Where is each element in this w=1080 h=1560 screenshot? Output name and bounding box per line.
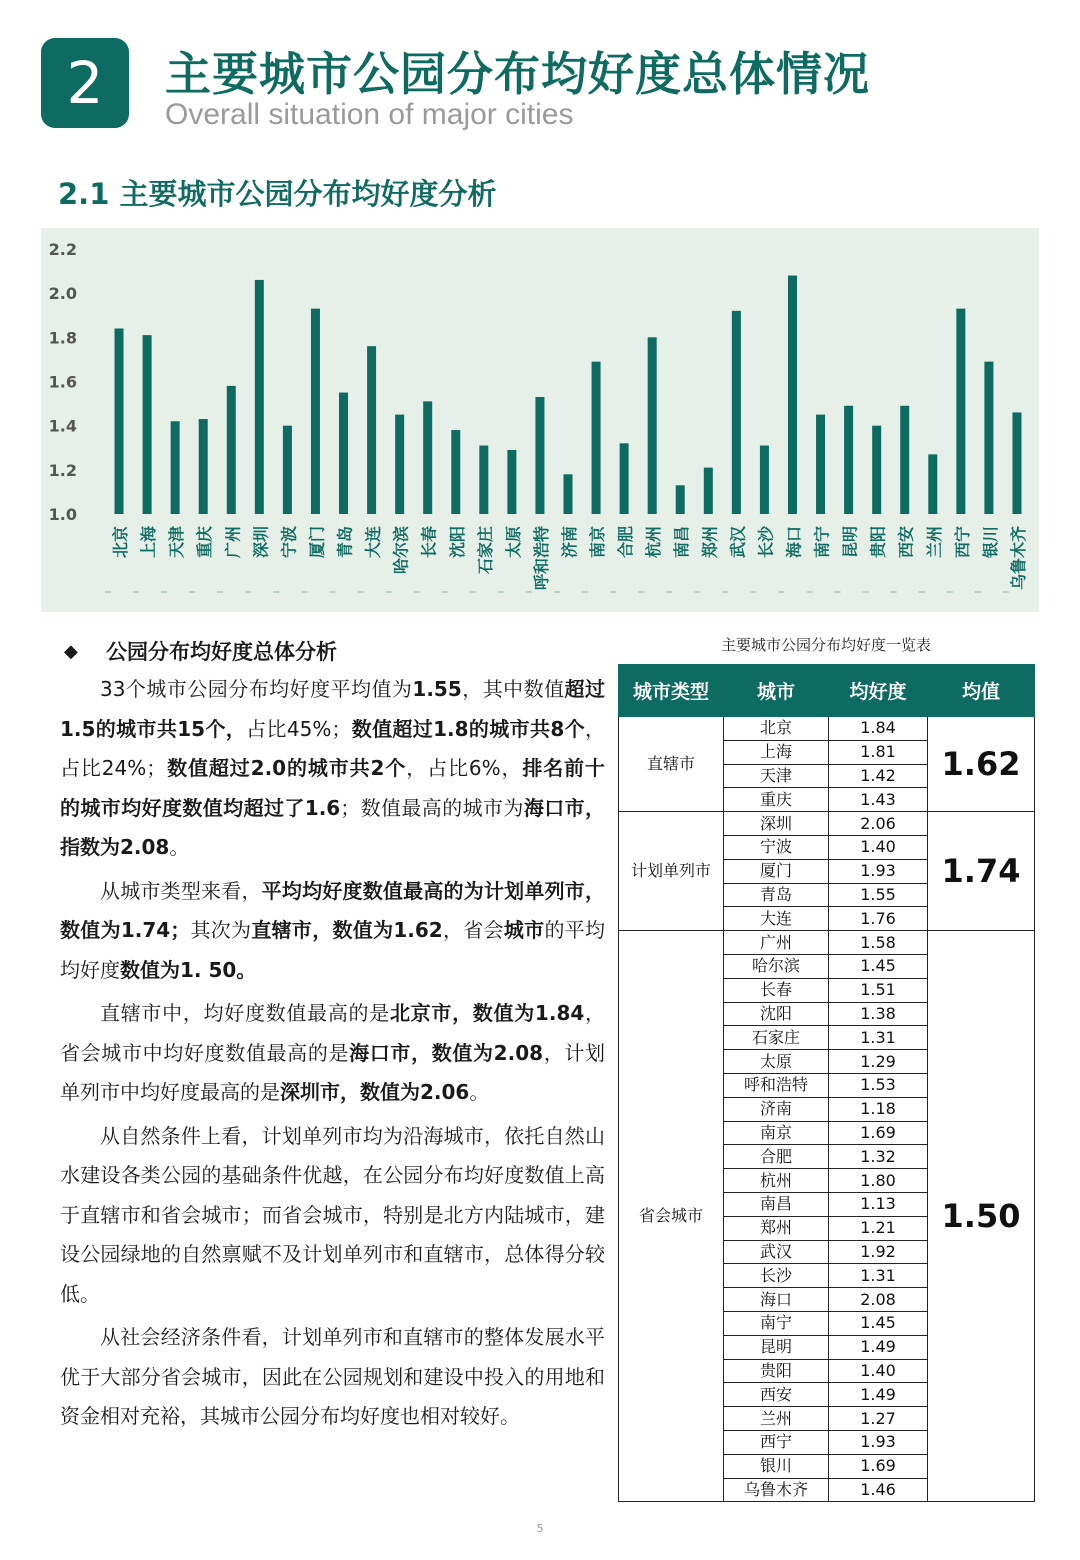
- x-tick-label: 郑州: [700, 526, 720, 559]
- y-tick-label: 2.0: [48, 284, 77, 304]
- text-run: 。: [469, 1080, 490, 1104]
- score-cell: 1.45: [829, 1311, 928, 1335]
- text-run: ；数值最高的城市为: [340, 795, 524, 820]
- score-cell: 1.42: [829, 764, 928, 788]
- bar-青岛: [339, 393, 348, 514]
- score-cell: 1.53: [829, 1073, 928, 1097]
- city-cell: 南宁: [724, 1311, 829, 1335]
- bold-text: 数值超过2.0的城市共2个: [166, 756, 407, 780]
- page-title: 主要城市公园分布均好度总体情况: [165, 47, 870, 101]
- analysis-paragraph: [60, 872, 605, 991]
- score-cell: 1.18: [829, 1097, 928, 1121]
- analysis-column: [60, 634, 605, 1437]
- text-run: 从城市类型来看，: [100, 878, 262, 903]
- table-caption: 主要城市公园分布均好度一览表: [720, 636, 931, 654]
- bar-上海: [143, 335, 152, 514]
- city-cell: 重庆: [724, 788, 829, 812]
- city-cell: 西宁: [724, 1430, 829, 1454]
- score-cell: 1.76: [829, 907, 928, 931]
- x-tick-label: 重庆: [195, 526, 215, 559]
- bold-text: 深圳市，数值为2.06: [280, 1080, 470, 1104]
- city-cell: 兰州: [724, 1407, 829, 1431]
- score-cell: 1.49: [829, 1383, 928, 1407]
- analysis-paragraph: [60, 1318, 605, 1437]
- x-tick-label: 厦门: [307, 526, 327, 559]
- bar-呼和浩特: [535, 397, 544, 514]
- bold-text: 数值为1. 50。: [120, 957, 257, 982]
- x-tick-label: 哈尔滨: [391, 526, 411, 575]
- header-score: 均好度: [829, 665, 928, 717]
- score-cell: 1.80: [829, 1169, 928, 1193]
- score-cell: 1.32: [829, 1145, 928, 1169]
- city-cell: 南京: [724, 1121, 829, 1145]
- score-cell: 1.27: [829, 1407, 928, 1431]
- bold-text: 海口市，数值为2.08: [349, 1040, 544, 1065]
- analysis-paragraph: [60, 994, 605, 1113]
- section-title: 2.1 主要城市公园分布均好度分析: [58, 177, 497, 211]
- header-mean: 均值: [928, 665, 1035, 717]
- text-run: 33个城市公园分布均好度平均值为: [100, 677, 413, 701]
- x-tick-label: 银川: [980, 526, 1000, 559]
- city-type-cell: 计划单列市: [619, 812, 724, 931]
- analysis-paragraph: [60, 670, 605, 868]
- bar-石家庄: [479, 446, 488, 514]
- text-run: 直辖市中，均好度数值最高的是: [100, 1001, 390, 1025]
- bar-银川: [984, 362, 993, 514]
- score-cell: 1.51: [829, 978, 928, 1002]
- x-tick-label: 济南: [560, 526, 579, 559]
- bar-武汉: [732, 311, 741, 514]
- bar-太原: [507, 450, 516, 514]
- city-cell: 太原: [724, 1050, 829, 1074]
- bar-长沙: [760, 446, 769, 514]
- bar-昆明: [844, 406, 853, 514]
- bold-text: 直辖市，数值为1.62: [251, 918, 443, 942]
- x-tick-label: 呼和浩特: [531, 526, 551, 591]
- bar-南昌: [676, 485, 685, 514]
- text-run: 占比45%；: [246, 716, 352, 741]
- city-cell: 海口: [724, 1288, 829, 1312]
- score-cell: 1.69: [829, 1454, 928, 1478]
- bar-南京: [592, 362, 601, 514]
- text-run: ，其中数值: [461, 677, 565, 701]
- x-tick-label: 宁波: [279, 526, 299, 559]
- city-cell: 长春: [724, 978, 829, 1002]
- bar-海口: [788, 276, 797, 515]
- x-tick-label: 沈阳: [447, 526, 467, 559]
- score-cell: 1.84: [829, 717, 928, 741]
- bar-合肥: [620, 443, 629, 514]
- text-run: ，计划单列市中均好度最高的是: [60, 1040, 606, 1104]
- score-cell: 1.40: [829, 1359, 928, 1383]
- y-tick-label: 1.6: [48, 372, 77, 392]
- bar-沈阳: [451, 430, 460, 514]
- text-run: ，占比24%；: [60, 716, 606, 780]
- bar-南宁: [816, 415, 825, 514]
- x-tick-label: 上海: [139, 526, 159, 559]
- bold-text: 数值超过1.8的城市共8个: [351, 716, 586, 741]
- y-tick-label: 1.0: [48, 505, 77, 524]
- page-number: 5: [536, 1522, 544, 1535]
- city-score-table: [618, 664, 1035, 1502]
- score-cell: 1.69: [829, 1121, 928, 1145]
- city-cell: 上海: [724, 740, 829, 764]
- bar-宁波: [283, 426, 292, 514]
- city-cell: 西安: [724, 1383, 829, 1407]
- bar-长春: [423, 401, 432, 514]
- city-cell: 北京: [724, 717, 829, 741]
- analysis-heading: [60, 634, 605, 670]
- x-tick-label: 杭州: [644, 526, 664, 559]
- city-cell: 深圳: [724, 812, 829, 836]
- text-run: ，占比6%，: [406, 756, 523, 780]
- bar-杭州: [648, 337, 657, 514]
- x-tick-label: 乌鲁木齐: [1008, 526, 1028, 591]
- score-cell: 1.49: [829, 1335, 928, 1359]
- x-tick-label: 南宁: [812, 526, 832, 559]
- mean-cell: 1.62: [928, 717, 1035, 812]
- bold-text: 超过1.5的城市共15个，: [60, 677, 606, 741]
- bold-text: 1.55: [412, 677, 462, 701]
- bar-贵阳: [872, 426, 881, 514]
- bar-厦门: [311, 309, 320, 514]
- header-city-type: 城市类型: [619, 665, 724, 717]
- score-cell: 2.08: [829, 1288, 928, 1312]
- bold-text: 城市: [503, 918, 545, 942]
- city-cell: 贵阳: [724, 1359, 829, 1383]
- text-run: 的平均均好度: [60, 918, 606, 982]
- x-tick-label: 西安: [896, 526, 916, 559]
- city-cell: 杭州: [724, 1169, 829, 1193]
- x-tick-label: 武汉: [728, 526, 748, 559]
- text-run: 从自然条件上看，计划单列市均为沿海城市，依托自然山水建设各类公园的基础条件优越，在公园分布均好度数值上高于直辖市和省会城市；而省会城市，特别是北方内陆城市，建设公园绿地的自然禀赋不及计划单列市和直辖市，总体得分较低。: [60, 1123, 605, 1306]
- analysis-heading-text: 公园分布均好度总体分析: [106, 640, 337, 664]
- bold-text: 海口市，指数为2.08: [60, 795, 606, 859]
- city-type-cell: 省会城市: [619, 931, 724, 1502]
- text-run: ，省会: [442, 918, 504, 942]
- x-tick-label: 兰州: [924, 526, 944, 559]
- city-cell: 银川: [724, 1454, 829, 1478]
- bold-text: 排名前十的城市均好度数值均超过了1.6: [60, 756, 606, 820]
- y-tick-label: 1.4: [48, 416, 77, 436]
- x-tick-label: 石家庄: [475, 526, 495, 575]
- city-type-cell: 直辖市: [619, 717, 724, 812]
- score-cell: 1.45: [829, 954, 928, 978]
- x-tick-label: 深圳: [251, 526, 271, 559]
- score-cell: 1.93: [829, 859, 928, 883]
- city-cell: 呼和浩特: [724, 1073, 829, 1097]
- bar-西安: [900, 406, 909, 514]
- analysis-paragraph: [60, 1117, 605, 1315]
- score-cell: 1.31: [829, 1264, 928, 1288]
- score-cell: 1.93: [829, 1430, 928, 1454]
- city-cell: 哈尔滨: [724, 954, 829, 978]
- city-cell: 合肥: [724, 1145, 829, 1169]
- x-tick-label: 北京: [111, 526, 131, 559]
- bar-重庆: [199, 419, 208, 514]
- section-number-badge: 2: [41, 38, 129, 128]
- bar-大连: [367, 346, 376, 514]
- city-cell: 厦门: [724, 859, 829, 883]
- x-tick-label: 贵阳: [868, 526, 888, 559]
- score-cell: 1.55: [829, 883, 928, 907]
- x-tick-label: 广州: [223, 526, 243, 559]
- city-cell: 南昌: [724, 1192, 829, 1216]
- score-cell: 1.38: [829, 1002, 928, 1026]
- city-cell: 宁波: [724, 835, 829, 859]
- bar-乌鲁木齐: [1012, 412, 1021, 514]
- city-cell: 乌鲁木齐: [724, 1478, 829, 1502]
- city-cell: 济南: [724, 1097, 829, 1121]
- bar-深圳: [255, 280, 264, 514]
- bar-郑州: [704, 468, 713, 514]
- city-cell: 石家庄: [724, 1026, 829, 1050]
- bar-济南: [564, 474, 573, 514]
- score-cell: 2.06: [829, 812, 928, 836]
- city-cell: 天津: [724, 764, 829, 788]
- diamond-bullet-icon: ◆: [64, 641, 78, 662]
- table-header-row: [619, 665, 1035, 717]
- text-run: 从社会经济条件看，计划单列市和直辖市的整体发展水平优于大部分省会城市，因此在公园规划和建设中投入的用地和资金相对充裕，其城市公园分布均好度也相对较好。: [60, 1325, 605, 1428]
- bar-兰州: [928, 454, 937, 514]
- bar-chart-svg: [41, 228, 1039, 612]
- x-tick-label: 大连: [363, 526, 383, 559]
- x-tick-label: 长春: [419, 526, 439, 559]
- table-row: [619, 717, 1035, 741]
- score-cell: 1.21: [829, 1216, 928, 1240]
- x-tick-label: 西宁: [952, 526, 972, 559]
- city-cell: 青岛: [724, 883, 829, 907]
- y-tick-label: 1.8: [48, 328, 77, 348]
- text-run: 其次为: [190, 918, 252, 942]
- x-tick-label: 长沙: [756, 526, 776, 559]
- score-cell: 1.40: [829, 835, 928, 859]
- score-cell: 1.92: [829, 1240, 928, 1264]
- score-cell: 1.46: [829, 1478, 928, 1502]
- text-run: 。: [169, 835, 190, 859]
- mean-cell: 1.50: [928, 931, 1035, 1502]
- analysis-paragraphs: [60, 670, 605, 1437]
- score-cell: 1.13: [829, 1192, 928, 1216]
- bar-北京: [115, 329, 124, 515]
- bar-广州: [227, 386, 236, 514]
- y-tick-label: 2.2: [48, 240, 77, 259]
- x-tick-label: 青岛: [335, 526, 355, 559]
- y-tick-label: 1.2: [48, 460, 77, 480]
- bar-天津: [171, 421, 180, 514]
- score-cell: 1.58: [829, 931, 928, 955]
- x-tick-label: 太原: [503, 526, 523, 559]
- city-cell: 沈阳: [724, 1002, 829, 1026]
- header-city: 城市: [724, 665, 829, 717]
- x-tick-label: 天津: [167, 526, 187, 559]
- score-cell: 1.31: [829, 1026, 928, 1050]
- x-tick-label: 合肥: [616, 526, 636, 559]
- mean-cell: 1.74: [928, 812, 1035, 931]
- bar-chart: [41, 228, 1039, 612]
- table-row: [619, 812, 1035, 836]
- x-tick-label: 南昌: [672, 526, 692, 559]
- bar-哈尔滨: [395, 415, 404, 514]
- bold-text: 平均均好度数值最高的为计划单列市，数值为1.74；: [60, 878, 606, 942]
- table-row: [619, 931, 1035, 955]
- city-cell: 郑州: [724, 1216, 829, 1240]
- city-cell: 广州: [724, 931, 829, 955]
- page-subtitle: Overall situation of major cities: [165, 98, 574, 131]
- x-tick-label: 海口: [784, 526, 804, 559]
- bold-text: 北京市，数值为1.84: [389, 1001, 585, 1025]
- bar-西宁: [956, 309, 965, 514]
- x-tick-label: 昆明: [840, 526, 860, 559]
- score-cell: 1.81: [829, 740, 928, 764]
- score-cell: 1.43: [829, 788, 928, 812]
- x-tick-label: 南京: [588, 526, 608, 559]
- city-cell: 大连: [724, 907, 829, 931]
- city-cell: 昆明: [724, 1335, 829, 1359]
- city-cell: 长沙: [724, 1264, 829, 1288]
- city-cell: 武汉: [724, 1240, 829, 1264]
- score-cell: 1.29: [829, 1050, 928, 1074]
- text-run: ，省会城市中均好度数值最高的是: [60, 1001, 605, 1065]
